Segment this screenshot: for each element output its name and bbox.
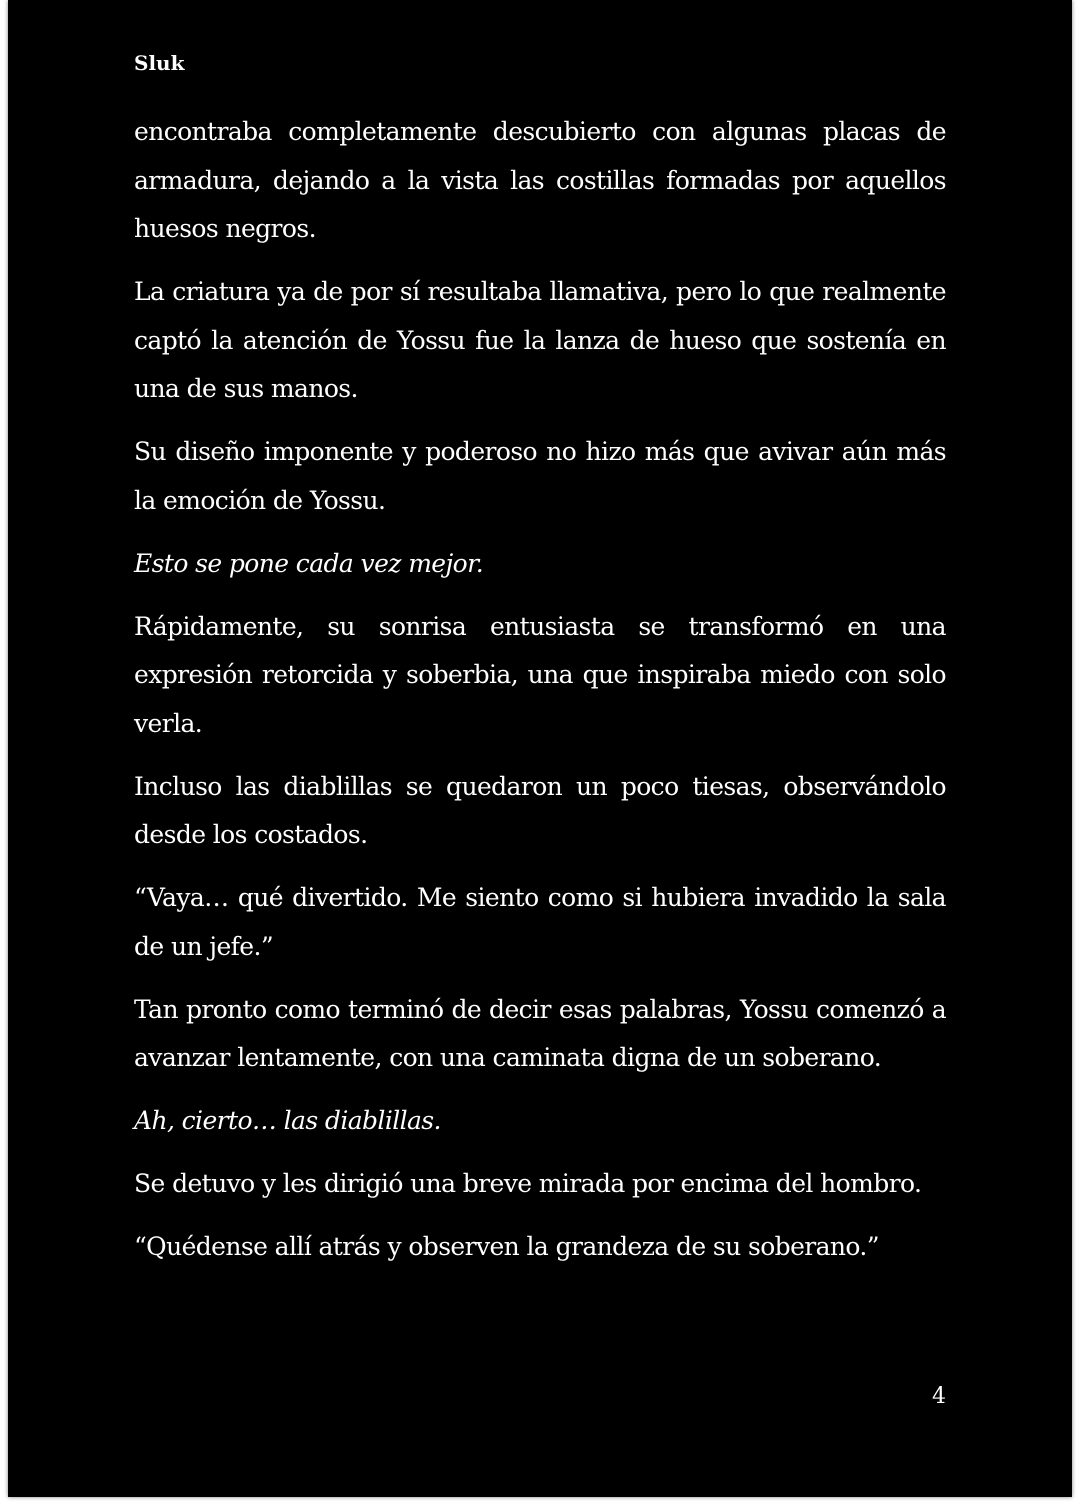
page-number: 4 bbox=[932, 1384, 946, 1409]
document-page bbox=[8, 0, 1072, 1497]
paragraph: Rápidamente, su sonrisa entusiasta se transformó en una expresión retorcida y soberbia, una que inspiraba miedo con solo verla. bbox=[134, 611, 946, 738]
running-header: Sluk bbox=[134, 51, 185, 75]
page-body bbox=[134, 108, 946, 1286]
dialogue-paragraph: “Quédense allí atrás y observen la grandeza de su soberano.” bbox=[134, 1232, 879, 1261]
dialogue-paragraph: “Vaya… qué divertido. Me siento como si hubiera invadido la sala de un jefe.” bbox=[134, 883, 946, 961]
paragraph: La criatura ya de por sí resultaba llamativa, pero lo que realmente captó la atención de Yossu fue la lanza de hueso que sostenía en una de sus manos. bbox=[134, 277, 946, 403]
paragraph: Tan pronto como terminó de decir esas palabras, Yossu comenzó a avanzar lentamente, con una caminata digna de un soberano. bbox=[134, 994, 946, 1072]
paragraph: Su diseño imponente y poderoso no hizo más que avivar aún más la emoción de Yossu. bbox=[134, 437, 946, 515]
italic-thought: Ah, cierto… las diablillas. bbox=[134, 1106, 441, 1135]
paragraph: Se detuvo y les dirigió una breve mirada por encima del hombro. bbox=[134, 1169, 922, 1198]
paragraph: Incluso las diablillas se quedaron un poco tiesas, observándolo desde los costados. bbox=[134, 771, 946, 849]
paragraph: encontraba completamente descubierto con algunas placas de armadura, dejando a la vista las costillas formadas por aquellos huesos negros. bbox=[134, 117, 946, 243]
italic-thought: Esto se pone cada vez mejor. bbox=[134, 548, 484, 578]
